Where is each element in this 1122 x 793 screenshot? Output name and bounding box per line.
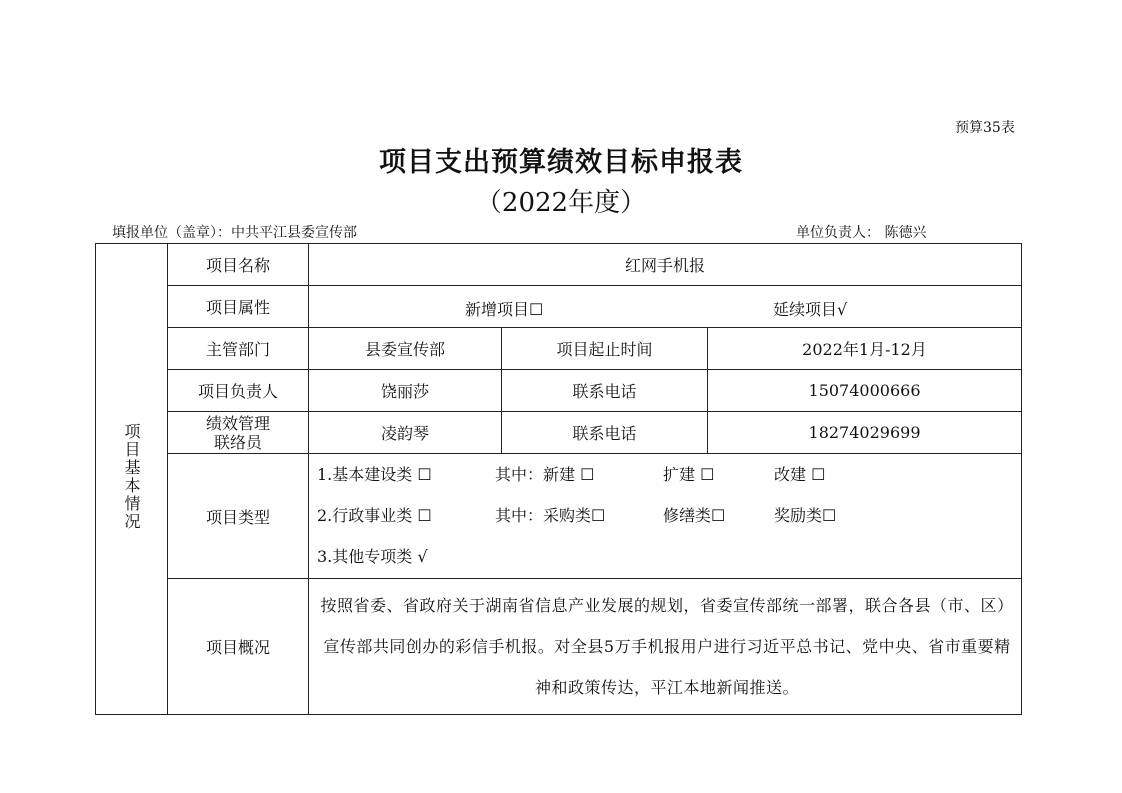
row-project-type	[96, 454, 1022, 579]
section-label-cell	[96, 244, 168, 715]
year-subtitle: （2022年度）	[475, 188, 647, 218]
project-form-table	[95, 243, 1022, 715]
project-name-label: 项目名称	[168, 244, 309, 286]
contact-label-line2: 联络员	[213, 432, 262, 452]
project-type-label: 项目类型	[168, 454, 309, 579]
period-value: 2022年1月-12月	[708, 328, 1022, 370]
attr-new-checkbox: 新增项目☐	[465, 299, 544, 319]
type-other: 3.其他专项类 √	[317, 547, 428, 566]
type-admin-purchase: 其中：采购类☐	[495, 506, 606, 525]
project-attr-label: 项目属性	[168, 286, 309, 328]
project-attr-value	[309, 286, 1022, 328]
type-admin-reward: 奖励类☐	[774, 506, 837, 525]
contact-value: 凌韵琴	[309, 412, 502, 454]
page-title: 项目支出预算绩效目标申报表	[379, 147, 743, 178]
row-project-name	[96, 244, 1022, 286]
type-line-1	[309, 454, 1021, 495]
contact-label	[168, 412, 309, 454]
row-leader	[96, 370, 1022, 412]
type-capital-new: 其中：新建 ☐	[495, 465, 595, 484]
type-capital-expand: 扩建 ☐	[663, 465, 715, 484]
type-line-3	[309, 536, 1021, 577]
contact-phone-value: 18274029699	[708, 412, 1022, 454]
overview-text: 按照省委、省政府关于湖南省信息产业发展的规划，省委宣传部统一部署，联合各县（市、区）宣传部共同创办的彩信手机报。对全县5万手机报用户进行习近平总书记、党中央、省市重要精神和政策传达，平江本地新闻推送。	[309, 579, 1022, 715]
overview-label: 项目概况	[168, 579, 309, 715]
leader-label: 项目负责人	[168, 370, 309, 412]
contact-label-line1: 绩效管理	[205, 413, 270, 433]
period-label: 项目起止时间	[502, 328, 708, 370]
leader-phone-label: 联系电话	[502, 370, 708, 412]
unit-head: 单位负责人： 陈德兴	[796, 225, 927, 241]
contact-phone-label: 联系电话	[502, 412, 708, 454]
leader-value: 饶丽莎	[309, 370, 502, 412]
dept-value: 县委宣传部	[309, 328, 502, 370]
project-type-value	[309, 454, 1022, 579]
type-admin-repair: 修缮类☐	[663, 506, 726, 525]
type-admin: 2.行政事业类 ☐	[317, 506, 432, 525]
dept-label: 主管部门	[168, 328, 309, 370]
leader-phone-value: 15074000666	[708, 370, 1022, 412]
project-name-value: 红网手机报	[309, 244, 1022, 286]
row-project-attr	[96, 286, 1022, 328]
reporting-unit: 填报单位（盖章）：中共平江县委宣传部	[112, 225, 357, 241]
form-number: 预算35表	[955, 120, 1015, 136]
row-overview	[96, 579, 1022, 715]
type-capital-rebuild: 改建 ☐	[774, 465, 826, 484]
section-label: 项目基本情况	[122, 423, 141, 531]
type-capital: 1.基本建设类 ☐	[317, 465, 432, 484]
attr-continue-checkbox: 延续项目√	[773, 299, 848, 319]
row-contact	[96, 412, 1022, 454]
type-line-2	[309, 495, 1021, 536]
row-dept	[96, 328, 1022, 370]
